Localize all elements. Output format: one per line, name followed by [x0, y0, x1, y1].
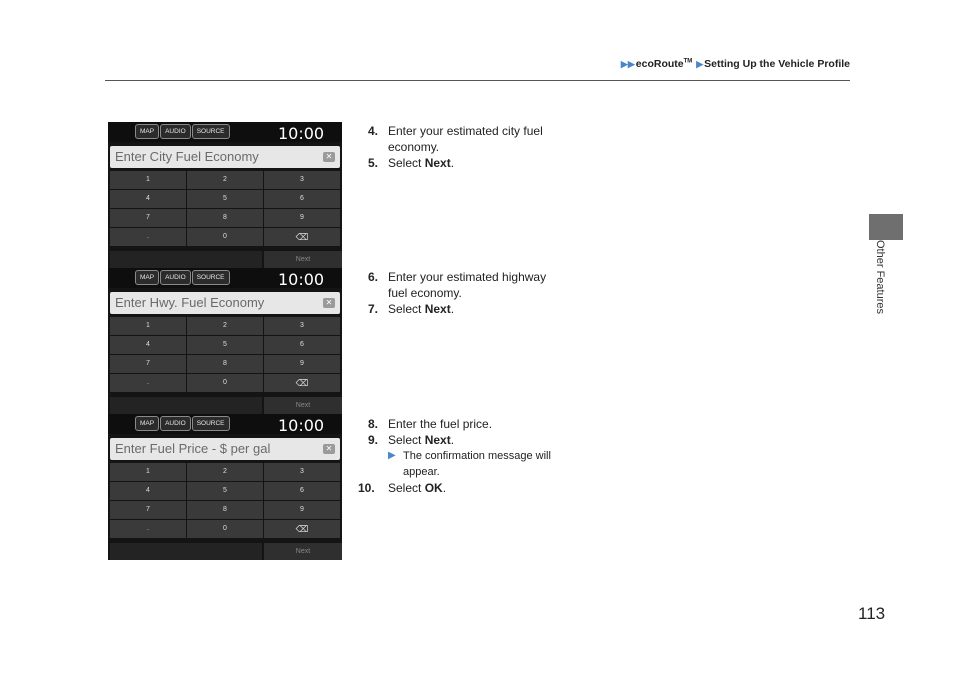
key-2[interactable]: 2: [187, 317, 263, 335]
key-6[interactable]: 6: [264, 336, 340, 354]
page-number: 113: [858, 604, 886, 623]
key-dot[interactable]: .: [110, 374, 186, 392]
entry-title: Enter Fuel Price - $ per gal: [115, 441, 271, 456]
source-button[interactable]: SOURCE: [192, 270, 230, 285]
entry-title: Enter City Fuel Economy: [115, 149, 259, 164]
key-5[interactable]: 5: [187, 190, 263, 208]
backspace-icon[interactable]: ⌫: [264, 374, 340, 392]
key-2[interactable]: 2: [187, 171, 263, 189]
key-9[interactable]: 9: [264, 501, 340, 519]
key-0[interactable]: 0: [187, 374, 263, 392]
step-9: 9. Select Next.: [368, 433, 455, 447]
key-1[interactable]: 1: [110, 171, 186, 189]
key-9[interactable]: 9: [264, 209, 340, 227]
entry-field[interactable]: [110, 146, 340, 168]
step-6: 6. Enter your estimated highway fuel economy.: [368, 270, 547, 300]
clock: 10:00: [278, 270, 325, 289]
key-8[interactable]: 8: [187, 501, 263, 519]
next-button[interactable]: Next: [264, 397, 342, 414]
map-button[interactable]: MAP: [135, 124, 159, 139]
key-6[interactable]: 6: [264, 190, 340, 208]
top-bar: [108, 268, 342, 288]
keypad-blank: [110, 251, 262, 268]
next-button[interactable]: Next: [264, 543, 342, 560]
key-3[interactable]: 3: [264, 171, 340, 189]
key-2[interactable]: 2: [187, 463, 263, 481]
steps-price: [358, 416, 551, 496]
screen-hwy-fuel: [108, 268, 342, 414]
source-button[interactable]: SOURCE: [192, 124, 230, 139]
step-9-result: ▶ The confirmation message will appear.: [388, 450, 551, 478]
step-5: 5. Select Next.: [368, 156, 455, 170]
key-dot[interactable]: .: [110, 228, 186, 246]
arrow-icon: ▶: [696, 59, 704, 69]
backspace-icon[interactable]: ⌫: [264, 520, 340, 538]
key-4[interactable]: 4: [110, 482, 186, 500]
source-button[interactable]: SOURCE: [192, 416, 230, 431]
clear-icon[interactable]: ✕: [323, 152, 335, 162]
breadcrumb-section: Setting Up the Vehicle Profile: [704, 58, 850, 70]
map-button[interactable]: MAP: [135, 270, 159, 285]
clock: 10:00: [278, 124, 325, 143]
key-7[interactable]: 7: [110, 501, 186, 519]
audio-button[interactable]: AUDIO: [160, 270, 191, 285]
screen-city-fuel: [108, 122, 342, 268]
entry-field[interactable]: [110, 438, 340, 460]
key-3[interactable]: 3: [264, 317, 340, 335]
key-dot[interactable]: .: [110, 520, 186, 538]
entry-title: Enter Hwy. Fuel Economy: [115, 295, 265, 310]
step-10: 10. Select OK.: [358, 481, 447, 495]
next-button[interactable]: Next: [264, 251, 342, 268]
key-5[interactable]: 5: [187, 336, 263, 354]
audio-button[interactable]: AUDIO: [160, 416, 191, 431]
top-bar: [108, 414, 342, 434]
breadcrumb-brand: ecoRoute: [635, 58, 684, 70]
map-button[interactable]: MAP: [135, 416, 159, 431]
key-1[interactable]: 1: [110, 463, 186, 481]
key-8[interactable]: 8: [187, 355, 263, 373]
key-7[interactable]: 7: [110, 355, 186, 373]
steps-city: [368, 123, 543, 171]
arrow-icon: ▶▶: [620, 59, 635, 69]
clear-icon[interactable]: ✕: [323, 444, 335, 454]
trademark: TM: [683, 58, 693, 65]
keypad-blank: [110, 543, 262, 560]
step-4: 4. Enter your estimated city fuel economy.: [368, 124, 543, 154]
key-9[interactable]: 9: [264, 355, 340, 373]
top-bar: [108, 122, 342, 142]
key-3[interactable]: 3: [264, 463, 340, 481]
result-arrow-icon: ▶: [388, 450, 396, 461]
clock: 10:00: [278, 416, 325, 435]
screen-fuel-price: [108, 414, 342, 560]
key-0[interactable]: 0: [187, 520, 263, 538]
breadcrumb: [0, 58, 850, 70]
key-4[interactable]: 4: [110, 336, 186, 354]
audio-button[interactable]: AUDIO: [160, 124, 191, 139]
key-7[interactable]: 7: [110, 209, 186, 227]
step-8: 8. Enter the fuel price.: [368, 417, 493, 431]
backspace-icon[interactable]: ⌫: [264, 228, 340, 246]
key-1[interactable]: 1: [110, 317, 186, 335]
step-7: 7. Select Next.: [368, 302, 455, 316]
entry-field[interactable]: [110, 292, 340, 314]
side-label: Other Features: [874, 240, 886, 314]
key-5[interactable]: 5: [187, 482, 263, 500]
key-8[interactable]: 8: [187, 209, 263, 227]
key-0[interactable]: 0: [187, 228, 263, 246]
clear-icon[interactable]: ✕: [323, 298, 335, 308]
header-rule: [105, 80, 850, 81]
key-6[interactable]: 6: [264, 482, 340, 500]
steps-hwy: [368, 269, 546, 317]
section-tab: [869, 214, 903, 240]
keypad-blank: [110, 397, 262, 414]
key-4[interactable]: 4: [110, 190, 186, 208]
